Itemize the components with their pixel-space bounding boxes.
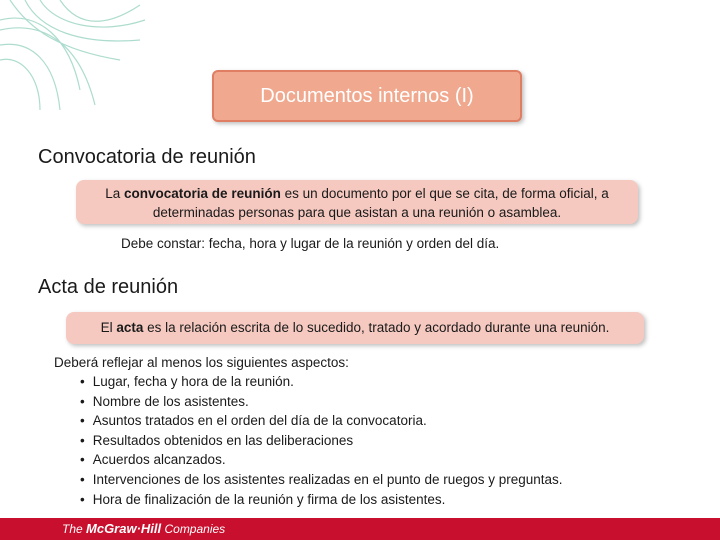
list-item: • Nombre de los asistentes. — [80, 392, 563, 412]
list-item: • Resultados obtenidos en las deliberaciones — [80, 431, 563, 451]
list-item: • Asuntos tratados en el orden del día de la convocatoria. — [80, 411, 563, 431]
slide-title: Documentos internos (I) — [260, 84, 474, 107]
list-item: • Lugar, fecha y hora de la reunión. — [80, 372, 563, 392]
acta-definition-text: es la relación escrita de lo sucedido, tratado y acordado durante una reunión. — [143, 320, 610, 335]
acta-definition-term: acta — [116, 320, 144, 335]
slide-title-box — [212, 70, 522, 122]
convocatoria-note: Debe constar: fecha, hora y lugar de la reunión y orden del día. — [121, 236, 500, 251]
logo-suffix: Companies — [161, 522, 226, 536]
acta-aspects-intro: Deberá reflejar al menos los siguientes aspectos: — [54, 355, 349, 370]
logo-the: The — [62, 522, 87, 536]
acta-heading: Acta de reunión — [38, 276, 179, 298]
convocatoria-definition-term: convocatoria de reunión — [124, 186, 281, 201]
convocatoria-heading: Convocatoria de reunión — [38, 146, 256, 168]
acta-aspects-list — [80, 372, 563, 509]
acta-definition-prefix: El — [100, 320, 117, 335]
decorative-swirl-graphic — [0, 0, 150, 110]
acta-definition-callout — [66, 312, 644, 344]
convocatoria-definition-text: es un documento por el que se cita, de forma oficial, a determinadas personas para que asistan a una reunión o asamblea. — [152, 186, 609, 220]
list-item: • Intervenciones de los asistentes realizadas en el punto de ruegos y preguntas. — [80, 470, 563, 490]
convocatoria-definition-callout — [76, 180, 638, 224]
publisher-logo — [62, 521, 225, 536]
logo-brand: McGraw·Hill — [86, 521, 162, 536]
list-item: • Hora de finalización de la reunión y firma de los asistentes. — [80, 490, 563, 510]
list-item: • Acuerdos alcanzados. — [80, 450, 563, 470]
convocatoria-definition-prefix: La — [105, 186, 125, 201]
